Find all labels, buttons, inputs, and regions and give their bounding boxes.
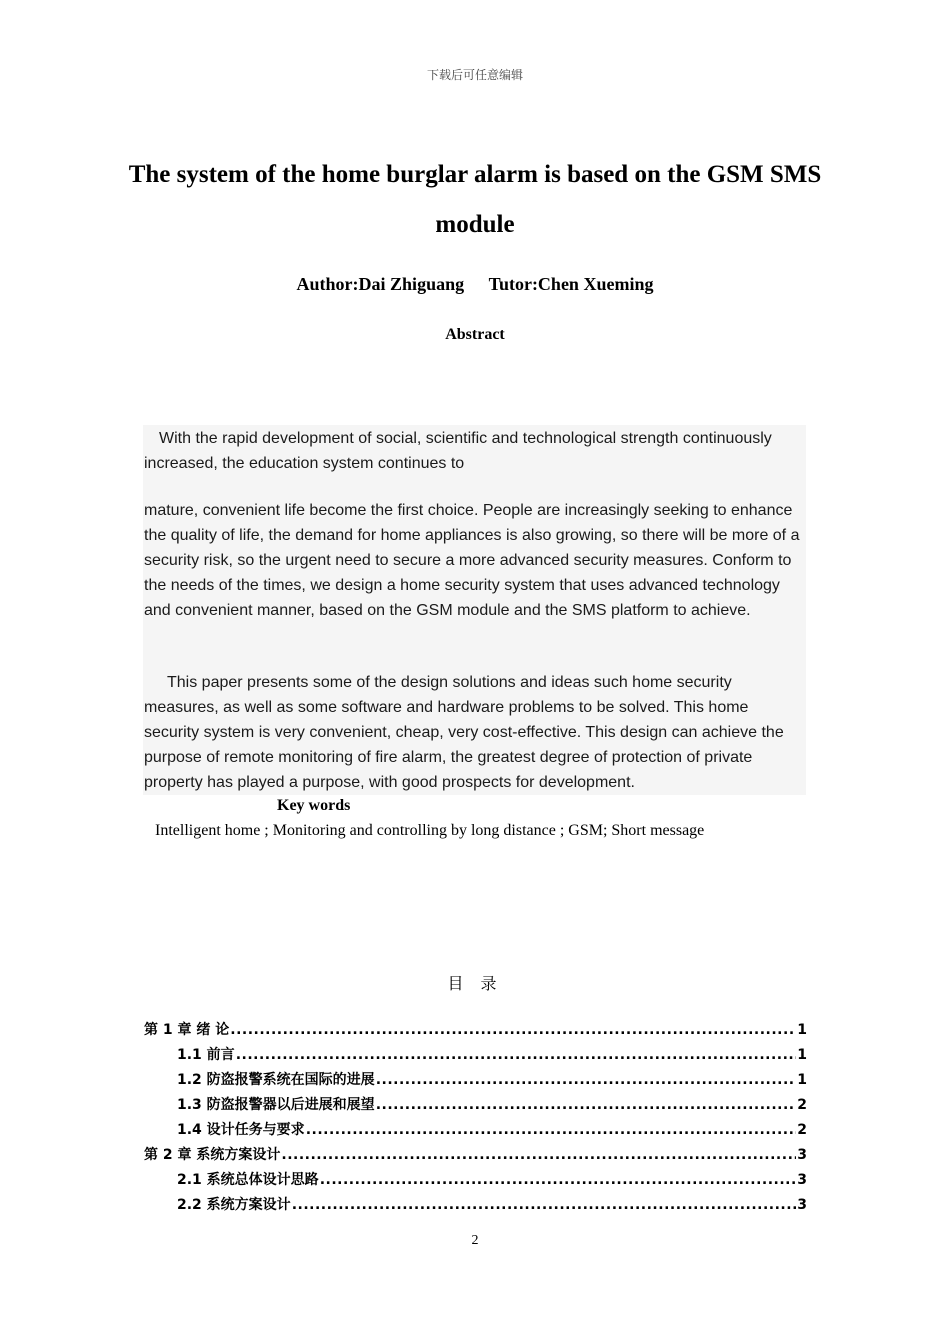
document-title: The system of the home burglar alarm is based on the GSM SMS module <box>128 161 822 238</box>
toc-entry-page: 3 <box>797 1197 807 1213</box>
abstract-paragraph-1: With the rapid development of social, scientific and technological strength continuously increased, the education system continues to <box>144 430 772 472</box>
toc-entry-label: 2.1 系统总体设计思路 <box>177 1172 319 1188</box>
toc-entry-2-2[interactable] <box>144 1194 807 1219</box>
toc-leader-dots <box>292 1197 797 1213</box>
tutor-name: Tutor:Chen Xueming <box>488 274 654 294</box>
toc-entry-label: 1.2 防盗报警系统在国际的进展 <box>177 1072 375 1088</box>
toc-leader-dots <box>230 1022 796 1038</box>
keywords-heading: Key words <box>277 797 351 814</box>
toc-entry-1-1[interactable] <box>144 1044 807 1069</box>
toc-entry-chapter-1[interactable] <box>144 1019 807 1044</box>
keywords-text: Intelligent home ; Monitoring and controlling by long distance ; GSM; Short message <box>155 822 705 839</box>
author-line <box>0 274 950 295</box>
toc-leader-dots <box>320 1172 797 1188</box>
abstract-paragraph-2: mature, convenient life become the first choice. People are increasingly seeking to enhance the quality of life, the demand for home appliances is also growing, so there will be more of a security risk, so the urgent need to secure a more advanced security measures. Conform to the needs of the times, we design a home security system that uses advanced technology and convenient manner, based on the GSM module and the SMS platform to achieve. <box>144 502 800 619</box>
toc-leader-dots <box>281 1147 796 1163</box>
toc-leader-dots <box>376 1072 797 1088</box>
toc-entry-page: 1 <box>797 1072 807 1088</box>
toc-entry-label: 2.2 系统方案设计 <box>177 1197 291 1213</box>
toc-leader-dots <box>236 1047 797 1063</box>
toc-entry-label: 1.1 前言 <box>177 1047 235 1063</box>
toc-entry-page: 3 <box>797 1147 807 1163</box>
toc-entry-1-4[interactable] <box>144 1119 807 1144</box>
toc-entry-1-2[interactable] <box>144 1069 807 1094</box>
toc-entry-label: 1.3 防盗报警器以后进展和展望 <box>177 1097 375 1113</box>
toc-entry-label: 第 1 章 绪 论 <box>144 1022 230 1038</box>
toc-title: 目 录 <box>447 974 503 993</box>
toc-entry-label: 第 2 章 系统方案设计 <box>144 1147 281 1163</box>
toc-entry-1-3[interactable] <box>144 1094 807 1119</box>
abstract-paragraph-3: This paper presents some of the design solutions and ideas such home security measures, as well as some software and hardware problems to be solved. This home security system is very convenient, cheap, very cost-effective. This design can achieve the purpose of remote monitoring of fire alarm, the greatest degree of protection of private property has played a purpose, with good prospects for development. <box>144 674 784 791</box>
toc-entry-page: 1 <box>797 1047 807 1063</box>
abstract-heading: Abstract <box>445 326 505 343</box>
toc-entry-page: 3 <box>797 1172 807 1188</box>
page-number: 2 <box>471 1233 479 1248</box>
toc-entry-page: 2 <box>797 1097 807 1113</box>
toc-entry-chapter-2[interactable] <box>144 1144 807 1169</box>
page-header: 下载后可任意编辑 <box>426 68 523 82</box>
toc-leader-dots <box>306 1122 797 1138</box>
abstract-body <box>143 425 806 795</box>
author-name: Author:Dai Zhiguang <box>296 274 465 294</box>
toc-leader-dots <box>376 1097 797 1113</box>
toc-entry-page: 1 <box>797 1022 807 1038</box>
table-of-contents <box>144 1019 807 1219</box>
toc-entry-page: 2 <box>797 1122 807 1138</box>
toc-entry-2-1[interactable] <box>144 1169 807 1194</box>
toc-entry-label: 1.4 设计任务与要求 <box>177 1122 305 1138</box>
